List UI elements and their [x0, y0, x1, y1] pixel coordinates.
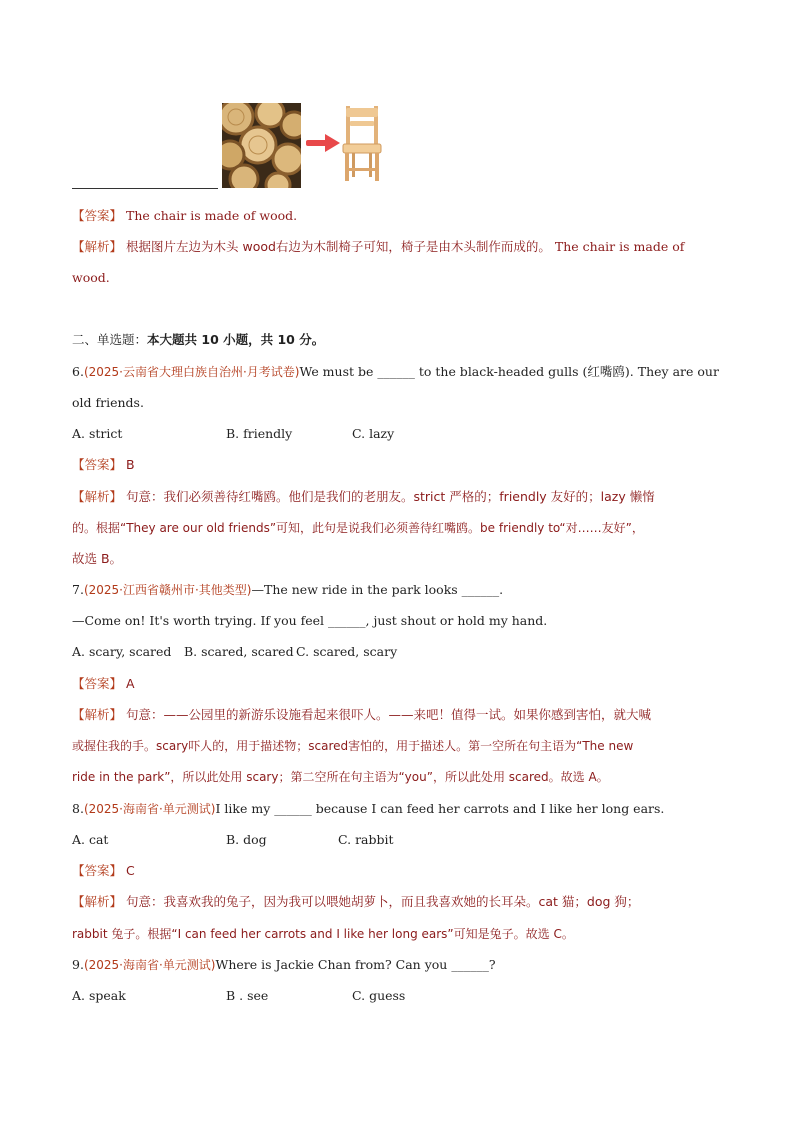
q7-option-a[interactable]: A. scary, scared	[72, 644, 172, 659]
analysis-tag: 【解析】	[72, 707, 123, 722]
q6-analysis-line2: 的。根据“They are our old friends”可知，此句是说我们必须善待红嘴鸥。be friendly to“对……友好”，	[72, 521, 644, 535]
q7-analysis-line1: 句意：——公园里的新游乐设施看起来很吓人。——来吧！值得一试。如果你感到害怕，就大喊	[126, 707, 652, 722]
section-title: 本大题共 10 小题，共 10 分。	[147, 332, 325, 347]
q9-source: (2025·海南省·单元测试)	[83, 958, 216, 972]
q8-number: 8.	[72, 801, 84, 816]
q7-number: 7.	[72, 582, 84, 597]
q6-analysis-line3: 故选 B。	[72, 551, 123, 566]
q8-answer: C	[126, 863, 135, 878]
q6-option-b[interactable]: B. friendly	[226, 426, 293, 441]
wooden-chair-image	[340, 104, 384, 182]
q5-answer-row	[72, 207, 722, 225]
q5-figure	[72, 100, 392, 192]
q8-stem-text: I like my ______ because I can feed her carrots and I like her long ears.	[215, 801, 665, 816]
q9-stem	[72, 956, 722, 974]
answer-tag: 【答案】	[72, 863, 123, 878]
q5-analysis-row	[72, 238, 722, 256]
q6-stem-line2: old friends.	[72, 395, 144, 410]
analysis-tag: 【解析】	[72, 894, 123, 909]
answer-blank-line[interactable]	[72, 188, 218, 189]
q7-answer-row	[72, 675, 722, 693]
q9-stem-text: Where is Jackie Chan from? Can you ______?	[215, 957, 496, 972]
q6-option-c[interactable]: C. lazy	[352, 426, 395, 441]
q8-stem	[72, 800, 722, 818]
q5-analysis-line2: wood.	[72, 270, 110, 285]
section-heading	[72, 331, 722, 349]
q9-option-b[interactable]: B . see	[226, 988, 269, 1003]
q6-number: 6.	[72, 364, 84, 379]
red-arrow-icon	[305, 133, 341, 153]
q6-analysis-row	[72, 488, 722, 506]
q9-option-a[interactable]: A. speak	[72, 988, 126, 1003]
q5-analysis-cn: 根据图片左边为木头 wood右边为木制椅子可知，椅子是由木头制作而成的。	[126, 239, 551, 254]
q9-option-c[interactable]: C. guess	[352, 988, 406, 1003]
logs-image	[222, 103, 301, 188]
analysis-tag: 【解析】	[72, 489, 123, 504]
q9-number: 9.	[72, 957, 84, 972]
q8-option-a[interactable]: A. cat	[72, 832, 109, 847]
q8-analysis-row	[72, 893, 722, 911]
q6-answer-row	[72, 456, 722, 474]
q7-analysis-line3: ride in the park”，所以此处用 scary；第二空所在句主语为“you”，所以此处用 scared。故选 A。	[72, 770, 609, 784]
q5-answer: The chair is made of wood.	[126, 208, 298, 223]
q8-answer-row	[72, 862, 722, 880]
section-prefix: 二、单选题：	[72, 332, 148, 347]
answer-tag: 【答案】	[72, 208, 123, 223]
q6-stem	[72, 363, 722, 381]
q7-stem	[72, 581, 722, 599]
q7-stem-text: —The new ride in the park looks ______.	[251, 582, 504, 597]
q8-option-b[interactable]: B. dog	[226, 832, 267, 847]
answer-tag: 【答案】	[72, 676, 123, 691]
q5-analysis-en: The chair is made of	[554, 239, 685, 254]
q8-analysis-line2: rabbit 兔子。根据“I can feed her carrots and I like her long ears”可知是兔子。故选 C。	[72, 927, 574, 941]
q8-source: (2025·海南省·单元测试)	[83, 802, 216, 816]
q6-source: (2025·云南省大理白族自治州·月考试卷)	[83, 365, 300, 379]
q6-answer: B	[126, 457, 135, 472]
q7-answer: A	[126, 676, 135, 691]
q6-analysis-line1: 句意：我们必须善待红嘴鸥。他们是我们的老朋友。strict 严格的；friendly 友好的；lazy 懒惰	[126, 489, 655, 504]
q7-stem-line2: —Come on! It's worth trying. If you feel ______, just shout or hold my hand.	[72, 613, 548, 628]
q7-analysis-row	[72, 706, 722, 724]
answer-tag: 【答案】	[72, 457, 123, 472]
q7-source: (2025·江西省赣州市·其他类型)	[83, 583, 252, 597]
q7-analysis-line2: 或握住我的手。scary吓人的，用于描述物；scared害怕的，用于描述人。第一空所在句主语为“The new	[72, 739, 634, 753]
analysis-tag: 【解析】	[72, 239, 123, 254]
q8-analysis-line1: 句意：我喜欢我的兔子，因为我可以喂她胡萝卜，而且我喜欢她的长耳朵。cat 猫；dog 狗；	[126, 894, 640, 909]
q6-option-a[interactable]: A. strict	[72, 426, 123, 441]
q7-option-c[interactable]: C. scared, scary	[296, 644, 398, 659]
q7-option-b[interactable]: B. scared, scared	[184, 644, 294, 659]
q6-stem-text: We must be ______ to the black-headed gulls (红嘴鸥). They are our	[299, 364, 719, 379]
q8-option-c[interactable]: C. rabbit	[338, 832, 394, 847]
